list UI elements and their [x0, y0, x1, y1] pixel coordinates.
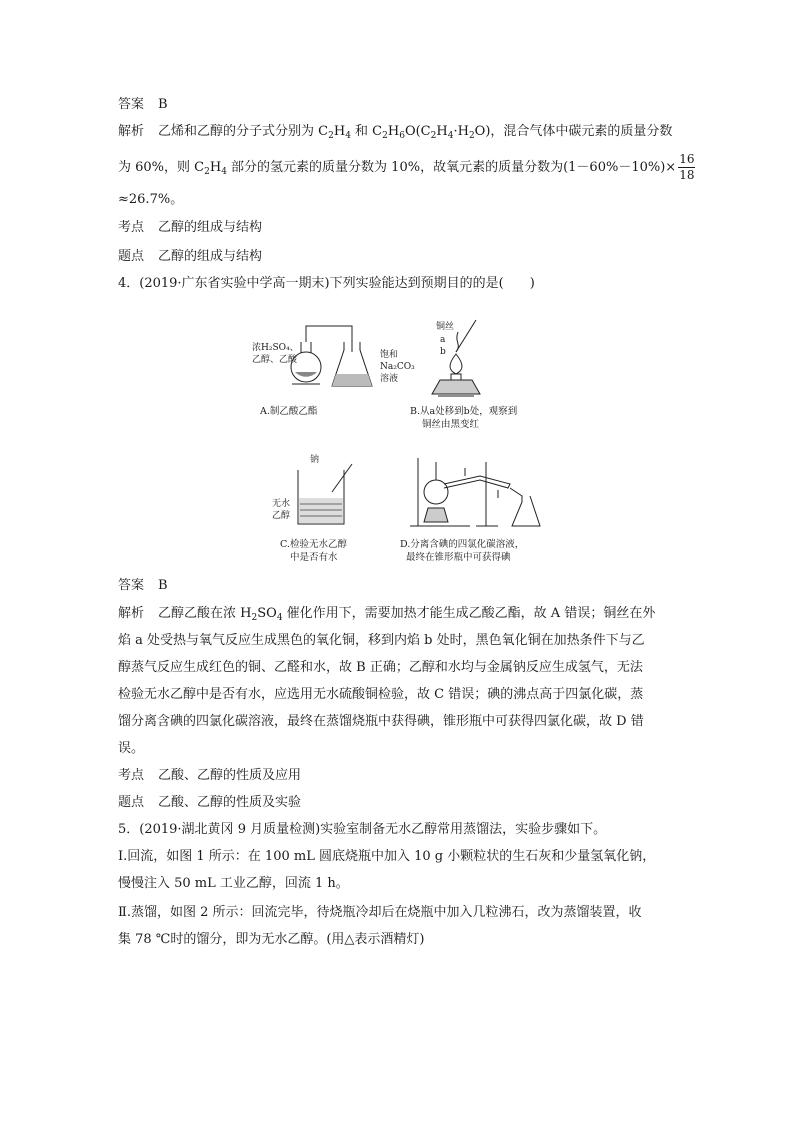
label-a: a — [440, 335, 446, 345]
flame — [450, 354, 462, 374]
q3-analysis-line-2: 为 60%，则 $C_2H_4$ 部分的氢元素的质量分数为 10%，故氧元素的质量分数为(1－60%－10%)× $\frac{16}{18}$ — [118, 152, 695, 182]
wire-handle — [456, 320, 476, 352]
label-ethanol: 乙醇 — [272, 511, 291, 521]
tidian-value: 乙酸、乙醇的性质及实验 — [158, 795, 302, 810]
q4-tidian-line — [118, 794, 301, 812]
apparatus-c — [298, 464, 352, 524]
q5-step1-line-2: 慢慢注入 50 mL 工业乙醇，回流 1 h。 — [118, 876, 349, 891]
text: 和 C — [350, 124, 383, 139]
fraction-numerator: 16 — [679, 152, 695, 166]
q5-step1-line-1: Ⅰ.回流，如图 1 所示：在 100 mL 圆底烧瓶中加入 10 g 小颗粒状的生石灰和少量氢氧化钠， — [118, 849, 656, 864]
q5-step2-line-1: Ⅱ.蒸馏，如图 2 所示：回流完毕，待烧瓶冷却后在烧瓶中加入几粒沸石，改为蒸馏装置，收 — [118, 905, 642, 920]
q3-analysis-line-1: 解析 乙烯和乙醇的分子式分别为 $C_2H_4$ 和 $C_2H_6O(C_2H_4\cdot H_2O)$，混合气体中碳元素的质量分数 — [118, 124, 673, 141]
q3-analysis-line-3: ≈26.7%。 — [118, 192, 184, 207]
label-b: b — [440, 347, 446, 357]
kaodian-label: 考点 — [118, 220, 145, 235]
caption-b-1: B.从a处移到b处，观察到 — [410, 406, 518, 417]
q4-analysis-line-4: 检验无水乙醇中是否有水，应选用无水硫酸铜检验，故 C 错误；碘的沸点高于四氯化碳，蒸 — [118, 687, 644, 702]
label-anhydrous: 无水 — [272, 499, 291, 509]
q4-analysis-line-3: 醇蒸气反应生成红色的铜、乙醛和水，故 B 正确；乙醇和水均与金属钠反应生成氢气，无法 — [118, 660, 643, 675]
caption-c-2: 中是否有水 — [290, 552, 338, 563]
condenser — [444, 476, 510, 488]
label-reagents: 乙醇、乙酸 — [252, 355, 298, 365]
answer-value: B — [158, 578, 168, 593]
text: O(C — [404, 124, 431, 139]
answer-label: 答案 — [118, 97, 145, 112]
text: 部分的氢元素的质量分数为 10%，故氧元素的质量分数为(1－60%－10%)× — [226, 160, 677, 175]
alcohol-lamp — [432, 380, 480, 394]
q3-tidian-line — [118, 248, 262, 266]
label-solution: 溶液 — [380, 374, 399, 384]
q5-stem: 5．(2019·湖北黄冈 9 月质量检测)实验室制备无水乙醇常用蒸馏法，实验步骤如下。 — [118, 822, 607, 837]
q4-kaodian-line — [118, 767, 301, 785]
caption-a: A.制乙酸乙酯 — [260, 406, 318, 417]
tidian-label: 题点 — [118, 249, 145, 264]
caption-d-2: 最终在锥形瓶中可获得碘 — [406, 552, 511, 563]
caption-b-2: 铜丝由黑变红 — [422, 419, 480, 430]
text: 催化作用下，需要加热才能生成乙酸乙酯，故 A 错误；铜丝在外 — [282, 606, 656, 621]
delivery-tube — [306, 326, 352, 352]
kaodian-value: 乙醇的组成与结构 — [158, 220, 263, 235]
label-sodium: 钠 — [310, 455, 320, 465]
text: H — [209, 160, 222, 175]
receiving-flask — [510, 488, 540, 526]
label-na2co3: Na₂CO₃ — [380, 362, 415, 372]
text: 乙烯和乙醇的分子式分别为 C — [158, 124, 329, 139]
apparatus-a — [291, 326, 372, 386]
tidian-value: 乙醇的组成与结构 — [158, 249, 263, 264]
fraction — [678, 152, 695, 183]
q4-answer-line — [118, 577, 168, 595]
alcohol-lamp — [424, 508, 448, 522]
q4-analysis-line-1: 解析 乙醇乙酸在浓 $H_2SO_4$ 催化作用下，需要加热才能生成乙酸乙酯，故 A 错误；铜丝在外 — [118, 606, 656, 623]
flask-neck — [301, 342, 311, 353]
answer-label: 答案 — [118, 578, 145, 593]
q5-step2-line-2: 集 78 ℃时的馏分，即为无水乙醇。(用△表示酒精灯) — [118, 932, 425, 947]
tweezers — [332, 464, 352, 492]
answer-value: B — [158, 97, 168, 112]
label-copper-wire: 铜丝 — [436, 322, 455, 332]
experiment-figure — [240, 312, 580, 572]
fraction-denominator: 18 — [679, 168, 695, 182]
receiving-liquid — [332, 374, 372, 386]
apparatus-d — [410, 458, 540, 526]
kaodian-label: 考点 — [118, 768, 145, 783]
text: H — [436, 124, 448, 139]
q4-analysis-line-2: 焰 a 处受热与氧气反应生成黑色的氧化铜，移到内焰 b 处时，黑色氧化铜在加热条件下与乙 — [118, 633, 645, 648]
text: SO — [257, 606, 277, 621]
q4-stem: 4．(2019·广东省实验中学高一期末)下列实验能达到预期目的的是( ) — [118, 276, 535, 291]
analysis-label: 解析 — [118, 606, 145, 621]
q4-analysis-line-5: 馏分离含碘的四氯化碳溶液，最终在蒸馏烧瓶中获得碘，锥形瓶中可获得四氯化碳，故 D 错 — [118, 714, 644, 729]
q3-answer-line — [118, 96, 168, 114]
caption-c-1: C.检验无水乙醇 — [280, 539, 347, 550]
label-saturated: 饱和 — [380, 350, 399, 360]
label-reagents: 浓H₂SO₄、 — [252, 343, 299, 353]
q3-kaodian-line — [118, 219, 262, 237]
tidian-label: 题点 — [118, 795, 145, 810]
flask-liquid — [295, 372, 317, 377]
text: H — [333, 124, 346, 139]
text: H — [387, 124, 400, 139]
text: ·H — [453, 124, 469, 139]
analysis-label: 解析 — [118, 124, 145, 139]
wick — [451, 374, 461, 380]
q4-analysis-line-6: 误。 — [118, 741, 145, 756]
kaodian-value: 乙酸、乙醇的性质及应用 — [158, 768, 302, 783]
text: O)，混合气体中碳元素的质量分数 — [474, 124, 673, 139]
caption-d-1: D.分离含碘的四氯化碳溶液， — [400, 539, 525, 550]
text: 为 60%，则 C — [118, 160, 205, 175]
text: 乙醇乙酸在浓 H — [158, 606, 252, 621]
